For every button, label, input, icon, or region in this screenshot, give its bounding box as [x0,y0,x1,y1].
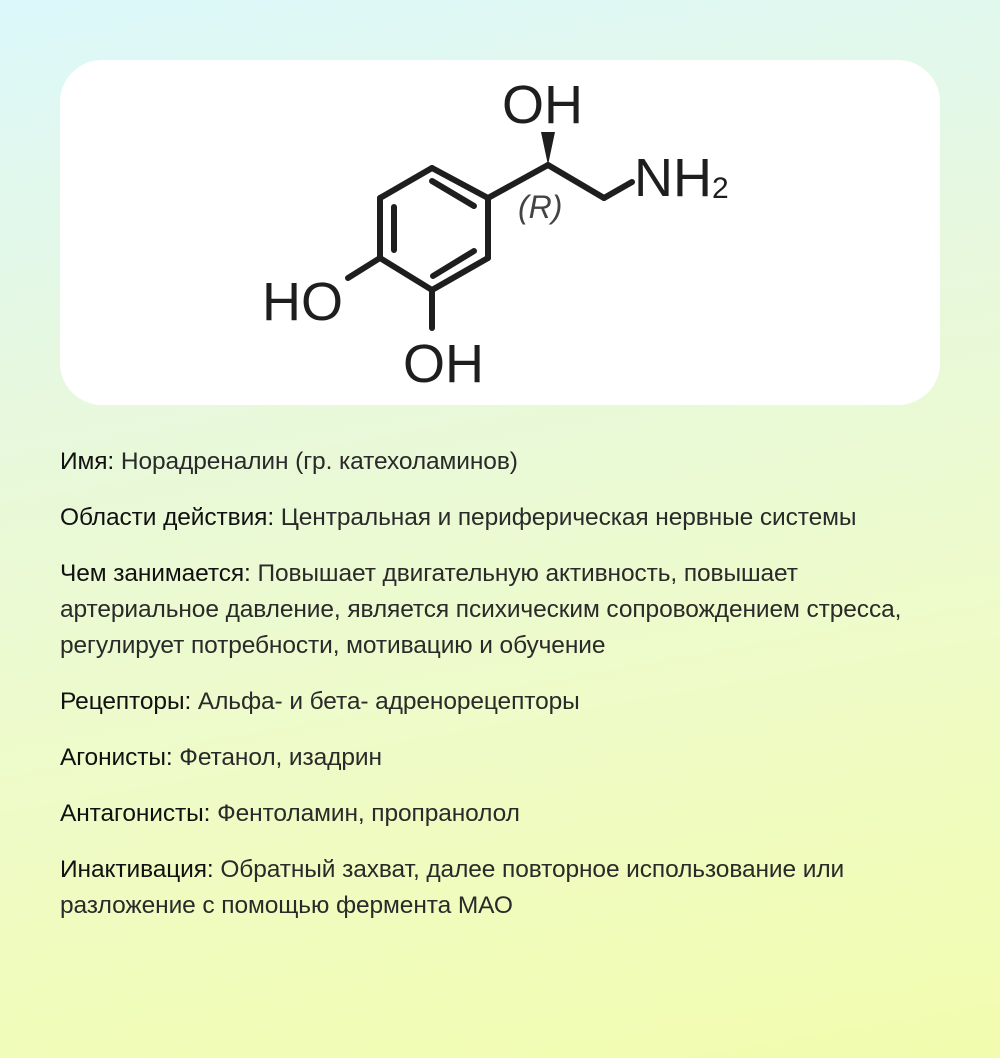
info-value: Центральная и периферическая нервные системы [280,504,857,531]
info-value: Фентоламин, пропранолол [217,800,520,827]
info-value: Альфа- и бета- адренорецепторы [197,688,580,715]
info-label: Чем занимается: [60,560,251,587]
info-label: Инактивация: [60,856,214,883]
wedge-bond [541,132,555,165]
ho-bond [348,258,380,278]
ring-bond [380,258,432,290]
atom-nh-subscript: 2 [712,172,729,205]
info-value: Фетанол, изадрин [179,744,382,771]
info-value: Обратный захват, далее повторное использование или разложение с помощью фермента МАО [60,856,845,919]
ring-bond [380,168,432,198]
structure-card [60,60,940,405]
info-label: Рецепторы: [60,688,192,715]
atom-nh2 [634,148,729,208]
chain-bond [604,182,632,198]
atom-ho-left: HO [262,272,343,332]
info-label: Агонисты: [60,744,173,771]
info-label: Области действия: [60,504,275,531]
atom-oh-bottom: OH [403,334,484,394]
info-label: Имя: [60,448,115,475]
info-row-areas [60,500,940,536]
atom-oh-top: OH [502,75,583,135]
atom-nh: NH [634,148,712,208]
info-row-function [60,556,940,664]
info-label: Антагонисты: [60,800,211,827]
info-row-name [60,444,940,480]
noradrenaline-structure [60,60,940,405]
stereo-label: (R) [518,189,563,225]
info-section [60,444,940,944]
info-row-agonists [60,740,940,776]
info-value: Норадреналин (гр. катехоламинов) [120,448,518,475]
info-value: Повышает двигательную активность, повышает артериальное давление, является психическим сопровождением стресса, регулирует потребности, мотивацию и обучение [60,560,902,659]
info-row-inactivation [60,852,940,924]
info-row-receptors [60,684,940,720]
info-row-antagonists [60,796,940,832]
